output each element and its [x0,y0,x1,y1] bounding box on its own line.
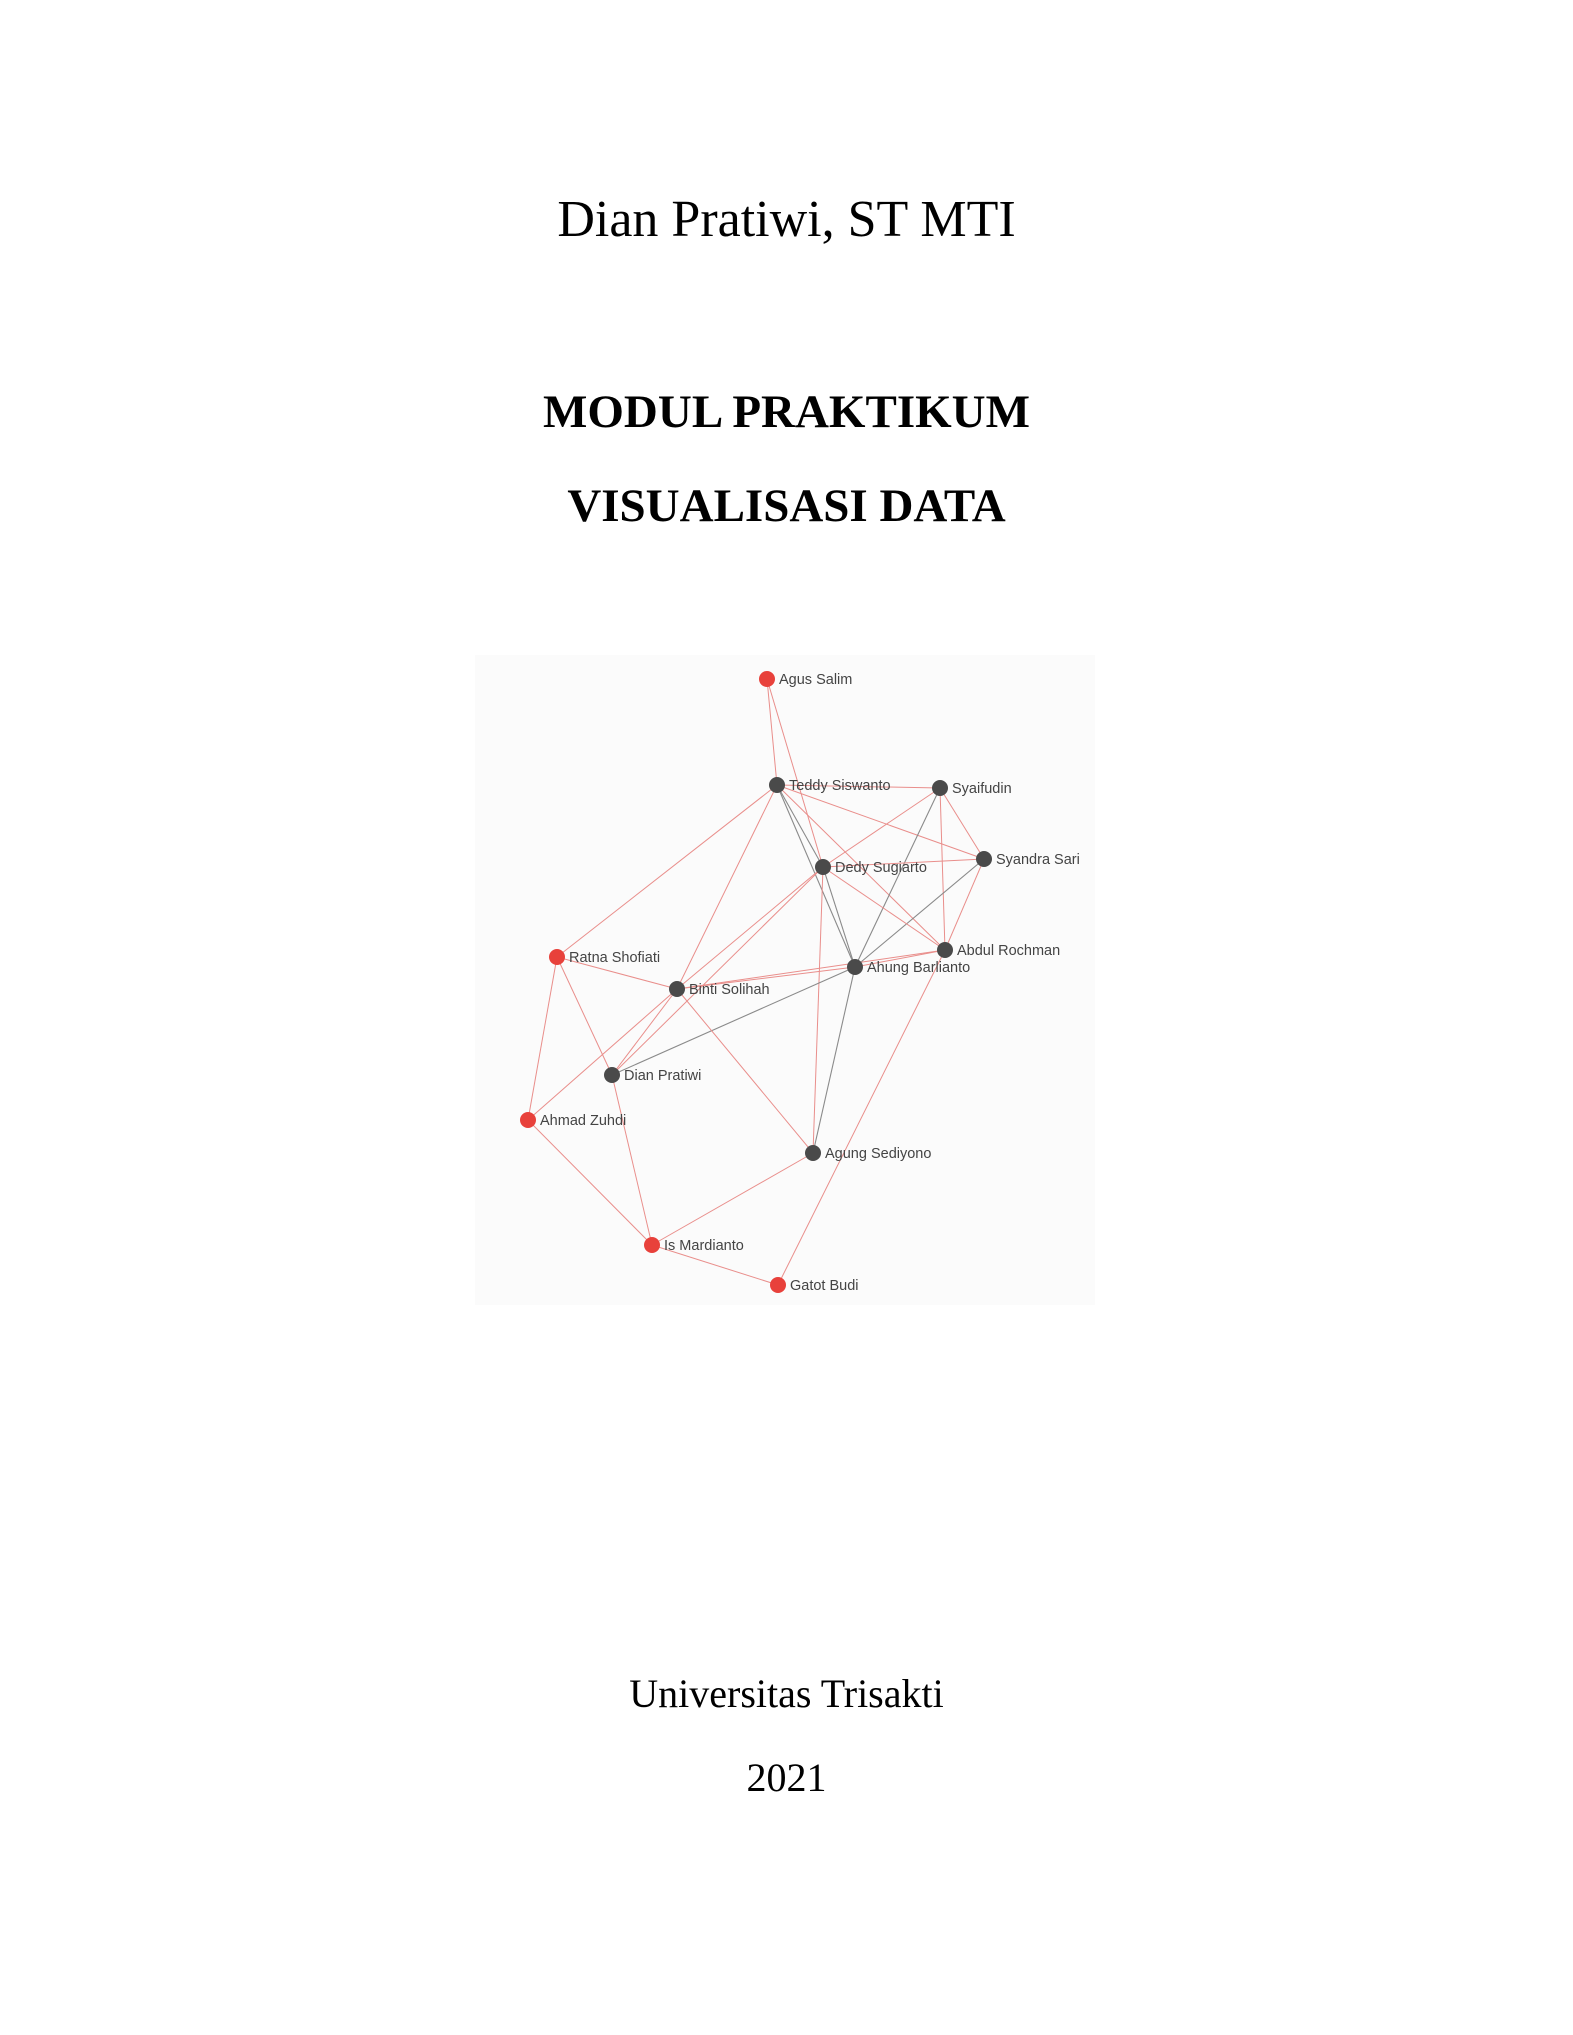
edge-dedy-dian [612,867,823,1075]
node-label-agung: Agung Sediyono [825,1146,932,1162]
node-label-is: Is Mardianto [664,1238,744,1254]
node-dot-agus [759,671,775,687]
node-label-ahmad: Ahmad Zuhdi [540,1113,627,1129]
edge-teddy-dedy [777,785,823,867]
node-dot-gatot [770,1277,786,1293]
node-dot-dedy [815,859,831,875]
node-agus [759,671,852,688]
node-dot-ahung [847,959,863,975]
node-label-dian: Dian Pratiwi [624,1068,702,1084]
node-dot-abdul [937,942,953,958]
node-dot-ahmad [520,1112,536,1128]
node-label-syaifudin: Syaifudin [952,781,1012,797]
edge-ratna-dian [557,957,612,1075]
nodes-layer [520,671,1080,1294]
node-dot-dian [604,1067,620,1083]
node-dot-teddy [769,777,785,793]
network-graph-svg [475,655,1095,1305]
edge-syaifudin-ahung [855,788,940,967]
edge-teddy-ahung [777,785,855,967]
node-dot-agung [805,1145,821,1161]
edge-syandra-abdul [945,859,984,950]
edge-ahmad-is [528,1120,652,1245]
edge-syaifudin-dedy [823,788,940,867]
title-line-2: VISUALISASI DATA [567,480,1006,532]
node-syandra [976,851,1080,868]
network-graph-figure [475,655,1095,1305]
node-label-binti: Binti Solihah [689,982,770,998]
node-label-syandra: Syandra Sari [996,852,1080,868]
node-label-ahung: Ahung Barlianto [867,960,971,976]
publication-year: 2021 [746,1755,827,1800]
node-dian [604,1067,701,1084]
node-label-teddy: Teddy Siswanto [789,778,891,794]
node-label-dedy: Dedy Sugiarto [835,860,927,876]
edge-ahung-agung [813,967,855,1153]
edge-dedy-ahung [823,867,855,967]
institution-name: Universitas Trisakti [629,1671,944,1716]
title-line-1: MODUL PRAKTIKUM [543,386,1030,438]
node-gatot [770,1277,859,1294]
edge-binti-ahmad [528,989,677,1120]
edge-dian-is [612,1075,652,1245]
node-dot-syandra [976,851,992,867]
node-label-agus: Agus Salim [779,672,853,688]
edge-binti-dian [612,989,677,1075]
node-label-gatot: Gatot Budi [790,1278,859,1294]
node-dot-syaifudin [932,780,948,796]
author-name: Dian Pratiwi, ST MTI [557,191,1016,248]
node-label-abdul: Abdul Rochman [957,943,1061,959]
node-label-ratna: Ratna Shofiati [569,950,661,966]
node-ahmad [520,1112,626,1129]
node-dot-is [644,1237,660,1253]
edge-teddy-binti [677,785,777,989]
node-ratna [549,949,660,966]
edge-dedy-agung [813,867,823,1153]
node-dot-binti [669,981,685,997]
node-dot-ratna [549,949,565,965]
node-abdul [937,942,1060,959]
edge-agung-is [652,1153,813,1245]
edge-teddy-ratna [557,785,777,957]
edge-dedy-abdul [823,867,945,950]
edge-ratna-ahmad [528,957,557,1120]
node-agung [805,1145,931,1162]
edge-syaifudin-abdul [940,788,945,950]
edge-abdul-gatot [778,950,945,1285]
node-is [644,1237,744,1254]
node-syaifudin [932,780,1012,797]
edge-syaifudin-syandra [940,788,984,859]
